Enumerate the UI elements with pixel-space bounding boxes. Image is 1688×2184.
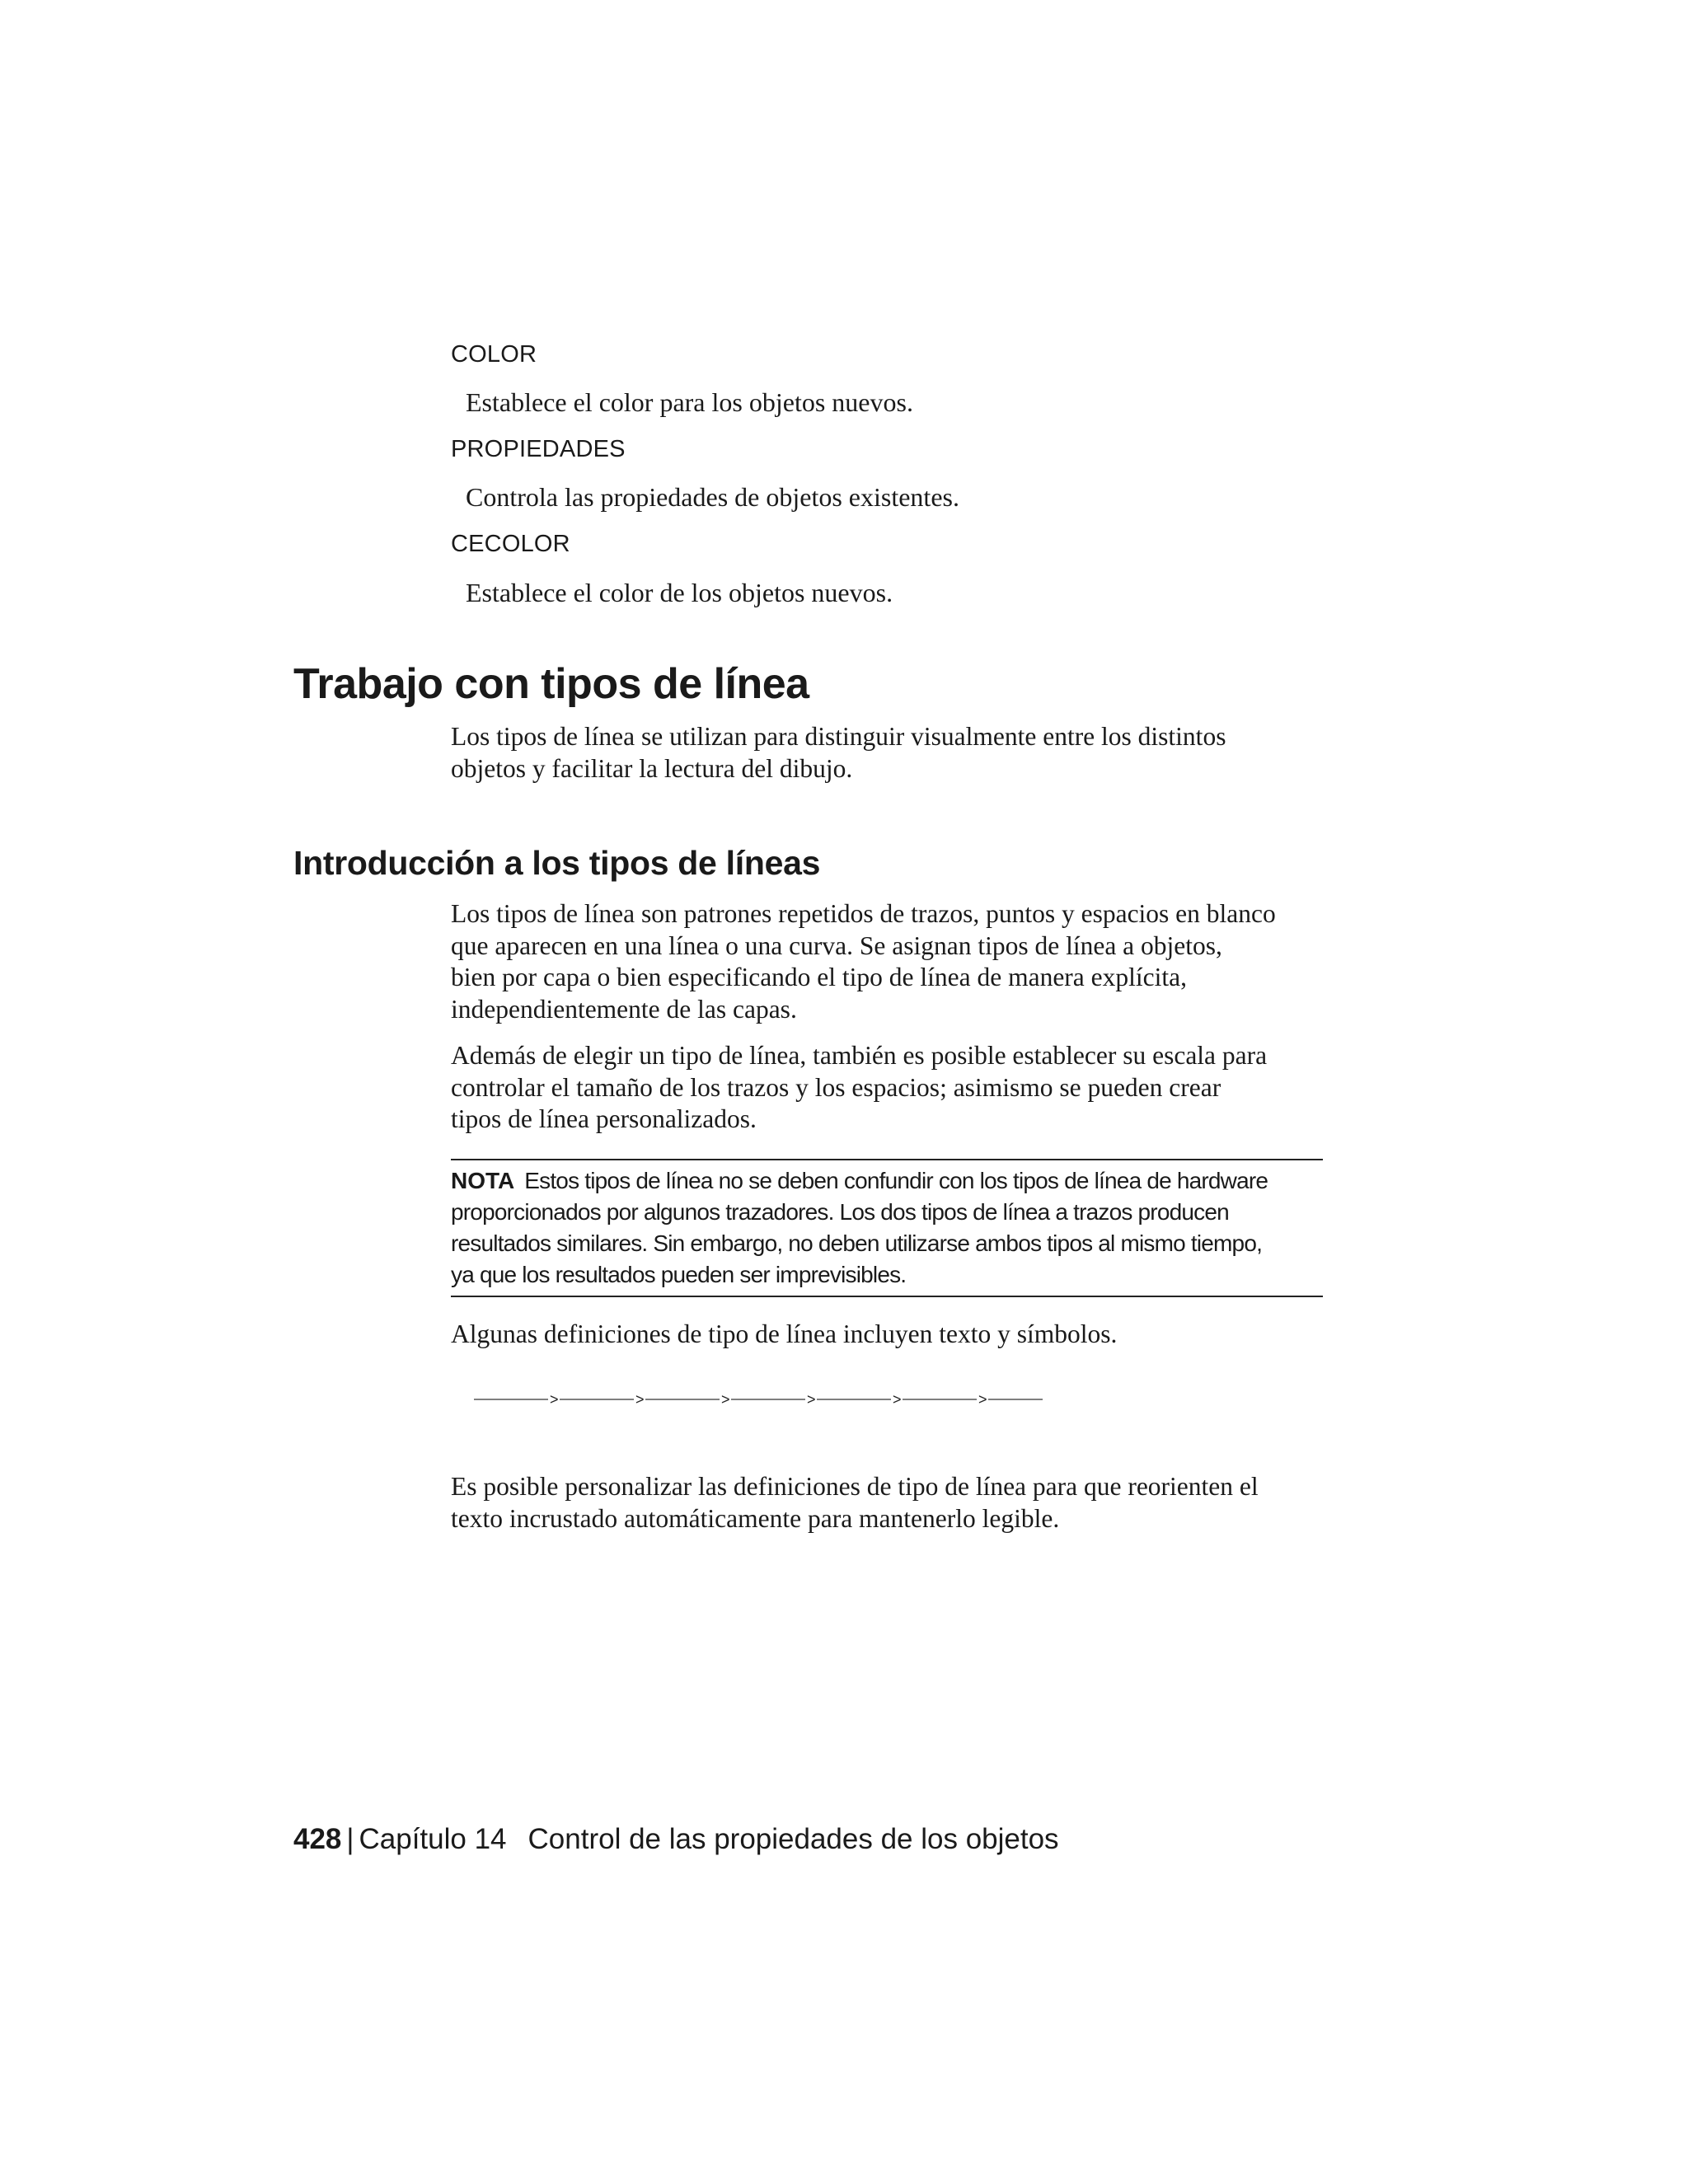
page-number: 428 bbox=[293, 1823, 342, 1855]
command-term-propiedades: PROPIEDADES bbox=[451, 436, 626, 462]
paragraph-1 bbox=[451, 898, 1333, 1025]
linetype-symbol: > bbox=[807, 1391, 816, 1408]
note-line: ya que los resultados pueden ser imprevisibles. bbox=[451, 1262, 907, 1287]
paragraph-line: Además de elegir un tipo de línea, también es posible establecer su escala para bbox=[451, 1041, 1268, 1070]
linetype-sample bbox=[474, 1390, 1043, 1409]
note-top-rule bbox=[451, 1159, 1323, 1160]
section-intro-line: objetos y facilitar la lectura del dibujo. bbox=[451, 753, 853, 783]
page-footer bbox=[293, 1823, 1059, 1856]
note-text: Estos tipos de línea no se deben confundir con los tipos de línea de hardware bbox=[524, 1168, 1268, 1193]
note-label: NOTA bbox=[451, 1168, 515, 1193]
command-description-color: Establece el color para los objetos nuevos. bbox=[466, 387, 913, 417]
paragraph-line: bien por capa o bien especificando el tipo de línea de manera explícita, bbox=[451, 963, 1187, 991]
paragraph-line: tipos de línea personalizados. bbox=[451, 1104, 757, 1133]
command-term-cecolor: CECOLOR bbox=[451, 531, 570, 557]
subsection-title: Introducción a los tipos de líneas bbox=[293, 844, 821, 882]
paragraph-3: Algunas definiciones de tipo de línea incluyen texto y símbolos. bbox=[451, 1319, 1118, 1348]
paragraph-line: Los tipos de línea son patrones repetidos de trazos, puntos y espacios en blanco bbox=[451, 899, 1276, 928]
paragraph-line: independientemente de las capas. bbox=[451, 994, 797, 1024]
paragraph-line: controlar el tamaño de los trazos y los espacios; asimismo se pueden crear bbox=[451, 1072, 1221, 1102]
note-line bbox=[451, 1165, 1341, 1197]
section-intro-line: Los tipos de línea se utilizan para distinguir visualmente entre los distintos bbox=[451, 722, 1226, 751]
paragraph-line: que aparecen en una línea o una curva. Se asignan tipos de línea a objetos, bbox=[451, 930, 1222, 960]
section-title: Trabajo con tipos de línea bbox=[293, 660, 809, 708]
linetype-symbol: > bbox=[550, 1391, 559, 1408]
paragraph-2 bbox=[451, 1040, 1333, 1136]
linetype-symbol: > bbox=[893, 1391, 902, 1408]
linetype-symbol: > bbox=[635, 1391, 645, 1408]
paragraph-4 bbox=[451, 1471, 1333, 1535]
footer-separator: | bbox=[346, 1823, 354, 1855]
command-term-color: COLOR bbox=[451, 341, 537, 368]
note bbox=[451, 1165, 1341, 1291]
linetype-symbol: > bbox=[978, 1391, 987, 1408]
chapter-label: Capítulo 14 bbox=[359, 1823, 507, 1855]
note-line: proporcionados por algunos trazadores. Los dos tipos de línea a trazos producen bbox=[451, 1199, 1229, 1225]
note-bottom-rule bbox=[451, 1296, 1323, 1297]
chapter-title: Control de las propiedades de los objetos bbox=[528, 1823, 1059, 1855]
paragraph-line: texto incrustado automáticamente para mantenerlo legible. bbox=[451, 1503, 1060, 1533]
linetype-symbol: > bbox=[721, 1391, 730, 1408]
command-description-propiedades: Controla las propiedades de objetos existentes. bbox=[466, 482, 959, 512]
note-line: resultados similares. Sin embargo, no deben utilizarse ambos tipos al mismo tiempo, bbox=[451, 1230, 1263, 1256]
command-description-cecolor: Establece el color de los objetos nuevos. bbox=[466, 578, 893, 607]
paragraph-line: Es posible personalizar las definiciones de tipo de línea para que reorienten el bbox=[451, 1472, 1259, 1501]
section-intro bbox=[451, 721, 1333, 785]
